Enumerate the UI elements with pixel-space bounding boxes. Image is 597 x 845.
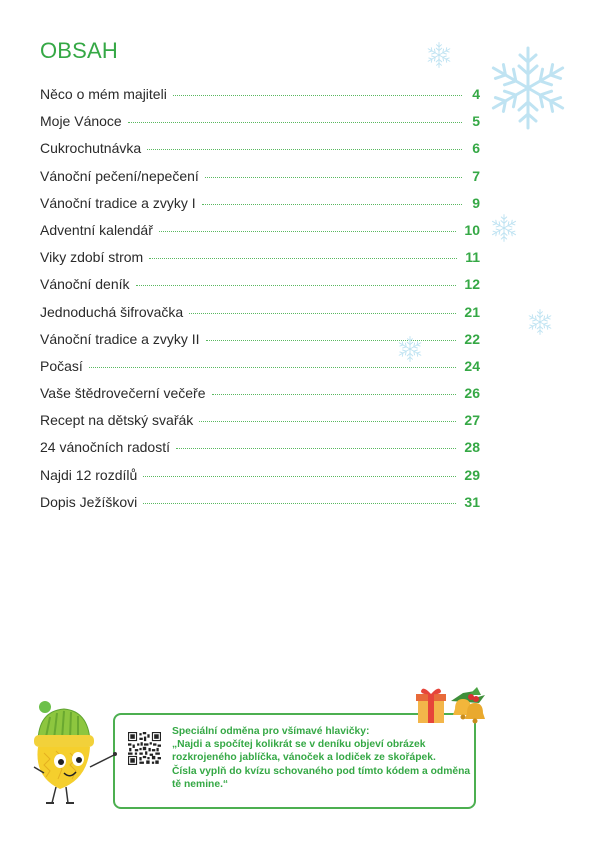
toc-entry-label: Vánoční pečení/nepečení bbox=[40, 167, 199, 184]
toc-entry-label: Něco o mém majiteli bbox=[40, 86, 167, 102]
toc-dot-leader bbox=[189, 313, 456, 314]
toc-entry-label: Vánoční tradice a zvyky I bbox=[40, 194, 196, 211]
toc-entry[interactable] bbox=[40, 195, 480, 222]
bonus-text bbox=[172, 725, 472, 791]
toc-dot-leader bbox=[136, 285, 457, 286]
toc-entry-label: Viky zdobí strom bbox=[40, 249, 144, 266]
toc-entry[interactable] bbox=[40, 222, 480, 249]
toc-entry[interactable] bbox=[40, 385, 480, 412]
bells-icon bbox=[451, 687, 485, 724]
toc-entry-label: 24 vánočních radostí bbox=[40, 439, 170, 456]
toc-entry-label: Vánoční tradice a zvyky II bbox=[40, 330, 200, 347]
toc-entry-page: 29 bbox=[464, 466, 480, 483]
toc-entry-page: 28 bbox=[464, 439, 480, 456]
toc-entry-label: Cukrochutnávka bbox=[40, 140, 142, 157]
toc-entry[interactable] bbox=[40, 439, 480, 466]
toc-entry[interactable] bbox=[40, 140, 480, 167]
snowflake-icon bbox=[395, 334, 425, 364]
toc-entry-page: 9 bbox=[472, 194, 480, 211]
toc-entry-label: Počasí bbox=[40, 357, 83, 374]
toc-entry[interactable] bbox=[40, 249, 480, 276]
toc-dot-leader bbox=[143, 476, 456, 477]
snowflake-icon bbox=[424, 40, 454, 70]
bonus-line: Čísla vyplň do kvízu schovaného pod tímto kódem a odměna bbox=[172, 765, 471, 777]
toc-dot-leader bbox=[173, 95, 462, 96]
snowflake-icon bbox=[525, 307, 555, 337]
toc-dot-leader bbox=[199, 421, 456, 422]
bonus-heading: Speciální odměna pro všímavé hlavičky: bbox=[172, 726, 370, 737]
toc-dot-leader bbox=[143, 503, 456, 504]
toc-dot-leader bbox=[212, 394, 457, 395]
toc-entry-label: Moje Vánoce bbox=[40, 113, 122, 130]
page-title: OBSAH bbox=[40, 38, 119, 63]
bonus-line: „Najdi a spočítej kolikrát se v deníku objeví obrázek bbox=[172, 739, 426, 751]
gift-icon bbox=[415, 685, 497, 731]
snowflake-icon bbox=[488, 212, 520, 244]
toc-entry-label: Jednoduchá šifrovačka bbox=[40, 303, 184, 320]
toc-entry[interactable] bbox=[40, 467, 480, 494]
toc-entry[interactable] bbox=[40, 168, 480, 195]
toc-entry[interactable] bbox=[40, 276, 480, 303]
toc-entry-page: 22 bbox=[464, 330, 480, 347]
toc-dot-leader bbox=[147, 149, 462, 150]
toc-dot-leader bbox=[89, 367, 457, 368]
toc-entry-label: Vánoční deník bbox=[40, 276, 130, 293]
toc-dot-leader bbox=[202, 204, 462, 205]
bonus-line: tě nemine.“ bbox=[172, 778, 229, 790]
toc-entry-page: 11 bbox=[465, 249, 480, 266]
toc-entry-page: 24 bbox=[464, 357, 480, 374]
toc-dot-leader bbox=[176, 448, 456, 449]
toc-dot-leader bbox=[205, 177, 462, 178]
toc-entry[interactable] bbox=[40, 86, 480, 113]
toc-entry-page: 12 bbox=[464, 276, 480, 293]
toc-entry-page: 4 bbox=[472, 86, 480, 102]
toc-entry[interactable] bbox=[40, 412, 480, 439]
toc-entry-label: Dopis Ježíškovi bbox=[40, 493, 138, 510]
table-of-contents bbox=[40, 86, 480, 521]
toc-entry-page: 6 bbox=[472, 140, 480, 157]
toc-entry-label: Najdi 12 rozdílů bbox=[40, 466, 138, 483]
mascot-icon bbox=[30, 697, 120, 809]
toc-entry[interactable] bbox=[40, 304, 480, 331]
toc-entry-page: 10 bbox=[464, 221, 480, 238]
toc-dot-leader bbox=[149, 258, 457, 259]
snowflake-icon bbox=[480, 40, 576, 136]
bonus-line: rozkrojeného jablíčka, vánoček a lodiček ze skořápek. bbox=[172, 752, 436, 764]
toc-entry[interactable] bbox=[40, 113, 480, 140]
toc-entry-page: 31 bbox=[464, 493, 480, 510]
toc-dot-leader bbox=[159, 231, 457, 232]
toc-entry-label: Vaše štědrovečerní večeře bbox=[40, 385, 206, 402]
toc-entry[interactable] bbox=[40, 494, 480, 521]
toc-entry-label: Adventní kalendář bbox=[40, 221, 153, 238]
toc-entry-label: Recept na dětský svařák bbox=[40, 412, 194, 429]
toc-entry-page: 7 bbox=[472, 167, 480, 184]
toc-entry-page: 27 bbox=[464, 412, 480, 429]
qr-code-icon[interactable] bbox=[128, 732, 161, 765]
toc-entry-page: 21 bbox=[464, 303, 480, 320]
toc-entry-page: 26 bbox=[464, 385, 480, 402]
toc-dot-leader bbox=[128, 122, 462, 123]
toc-entry-page: 5 bbox=[472, 113, 480, 130]
